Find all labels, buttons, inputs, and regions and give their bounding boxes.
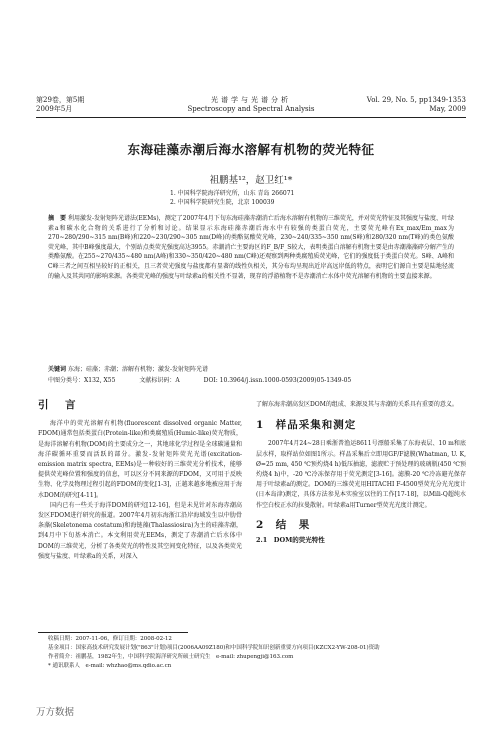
footnote-received: 收稿日期：2007-11-06，修订日期：2008-02-12 [48,636,172,642]
affiliation-1: 1. 中国科学院海洋研究所，山东 青岛 266071 [170,190,295,197]
keywords-label: 关键词 [48,366,67,373]
section-2-heading: 2 结 果 [256,518,311,531]
intro-continuation: 了解东海赤潮高发区DOM的组成、来源及其与赤潮的关系具有重要的意义。 [256,401,458,408]
section-1-paragraph: 2007年4月24~28日乘浙普渔运8611号漂船采集了东海表层、10 m和底层水样，取样站位如图1所示。样品采集后立即用GF/F滤膜(Whatman, U. K, Ø=25 mm, 450 ℃预灼烧4 h)低压抽滤，滤液贮于预处理的玻璃瓶(450 ℃预灼烧4 h)中，-20 ℃冷冻保存用于荧光测定[3-16]。滤膜-20 ℃冷冻避光保存用于叶绿素a的测定。DOM的三维荧光用HITACHI F-4500型荧光分光光度计(日本岛津)测定，具体方法参见本实验室以往的工作[17-18]，以Mili-Q超纯水作空白校正水的拉曼散射。叶绿素a用Turner型荧光光度计测定。 [256,440,466,509]
header-rule [36,117,466,118]
date-en: May, 2009 [429,105,466,113]
clc-number: 中图分类号：X132, X55 [48,377,116,384]
abstract-label: 摘 要 [48,215,67,222]
intro-paragraph-1: 海洋中的荧光溶解有机物(fluorescent dissolved organic Matter, FDOM)通常包括类蛋白(Protein-like)和类腐殖质(Humic-like)荧光物质，是海洋溶解有机物(DOM)的主要成分之一，其地球化学过程是全球碳通量和海洋碳循环重要而活跃的部分。激发-发射矩阵荧光光谱(excitation-emission matrix spectra, EEMs)是一种较好的三维荧光分析技术，能够提供荧光峰位置和强度的信息，可以区分不同来源的FDOM，又可用于反映生物、化学及物理过程引起的FDOM的变化[1-3]，正越来越多地被应用于海水DOM的研究[4-11]。 [38,420,242,499]
watermark: 万方数据 [36,707,75,718]
author-list: 祖鹏基¹²，赵卫红¹* [209,175,293,186]
right-column [256,400,466,547]
document-code: 文献标识码：A [139,377,180,384]
left-column [38,400,242,562]
section-1-heading: 1 样品采集和测定 [256,419,357,432]
intro-paragraph-2: 国内已有一些关于海洋DOM的研究[12-16]，但是未见针对东海赤潮高发区FDOM进行研究的报道。2007年4月初东海浙江沿岸海域发生以中肋骨条藻(Skeletonema costatum)和海链藻(Thalassiosira)为主的硅藻赤潮，到4月中下旬基本消亡。本文利用荧光EEMs，测定了赤潮消亡后水体中DOM的三维荧光，分析了各类荧光的特性及其空间变化特征，以及各类荧光强度与盐度、叶绿素a的关系，对深入 [38,501,242,560]
classification-line [48,376,454,385]
keywords [48,365,454,374]
abstract-text: 利用激发-发射矩阵光谱法(EEMs)，测定了2007年4月下旬东海硅藻赤潮消亡后海水溶解有机物的三维荧光，并对荧光特征及其强度与盐度、叶绿素a和碳水化合物的关系进行了分析和讨论。结果显示东海硅藻赤潮后海水中有较强的类蛋白荧光，主要荧光峰有Ex_max/Em_max为270~280/290~315 nm(B峰)和220~230/290~305 nm(D峰)的类酪氨酸荧光峰，230~240/335~350 nm(S峰)和280/320 nm(T峰)的类色氨酸荧光峰，其中B峰强度最大，个别站点类荧光强度高达3955。赤潮消亡主要海区的F_B/F_S较大，表明类蛋白溶解有机物主要是由赤潮藻藻碎分解产生的类酪氨酸。在255~270/435~480 nm(A峰)和330~350/420~480 nm(C峰)还观察到两种类腐殖质荧光峰，它们的强度低于类蛋白荧光。S峰、A峰和C峰三者之间互相呈较好的正相关，且三者荧光强度与盐度都有显著的线性负相关，其分布均呈现出近岸高远岸低的特点，表明它们源自主要是陆地径流的输入及其共同的影响来源。各类荧光峰的强度与叶绿素a的相关性不显著，现存的浮游植物不是赤潮消亡水体中荧光溶解有机物的主要直接来源。 [48,215,454,280]
affiliation-2: 2. 中国科学院研究生院，北京 100039 [170,199,275,206]
article-title: 东海硅藻赤潮后海水溶解有机物的荧光特征 [127,142,375,157]
journal-name-en: Spectroscopy and Spectral Analysis [187,105,315,113]
doi: DOI: 10.3964/j.issn.1000-0593(2009)05-1349-05 [203,377,352,384]
journal-volume-cn: 第29卷，第5期 [36,96,85,104]
section-2-1-heading: 2.1 DOM的荧光特性 [256,536,325,545]
footnote-rule [38,632,188,633]
keywords-text: 东海；硅藻；赤潮；溶解有机物；激发-发射矩阵光谱 [67,366,208,373]
footnote-funding: 基金项目：国家高技术研究发展计划("863"计划)项目(2006AA09Z180)和中国科学院知识创新重要方向项目(KZCX2-YW-208-01)资助 [48,645,380,651]
header-right [367,96,466,114]
journal-date-cn: 2009年5月 [36,105,73,113]
abstract [48,214,454,281]
volume-en: Vol. 29, No. 5, pp1349-1353 [366,96,466,104]
footnote-corresponding: * 通讯联系人 e-mail: whzhao@ms.qdio.ac.cn [48,663,172,669]
footnote-author-info: 作者简介：祖鹏基，1982年生，中国科学院海洋研究所硕士研究生 e-mail: zhupengji@163.com [48,654,294,660]
intro-heading: 引 言 [38,399,79,411]
journal-name-cn: 光谱学与光谱分析 [211,96,291,104]
